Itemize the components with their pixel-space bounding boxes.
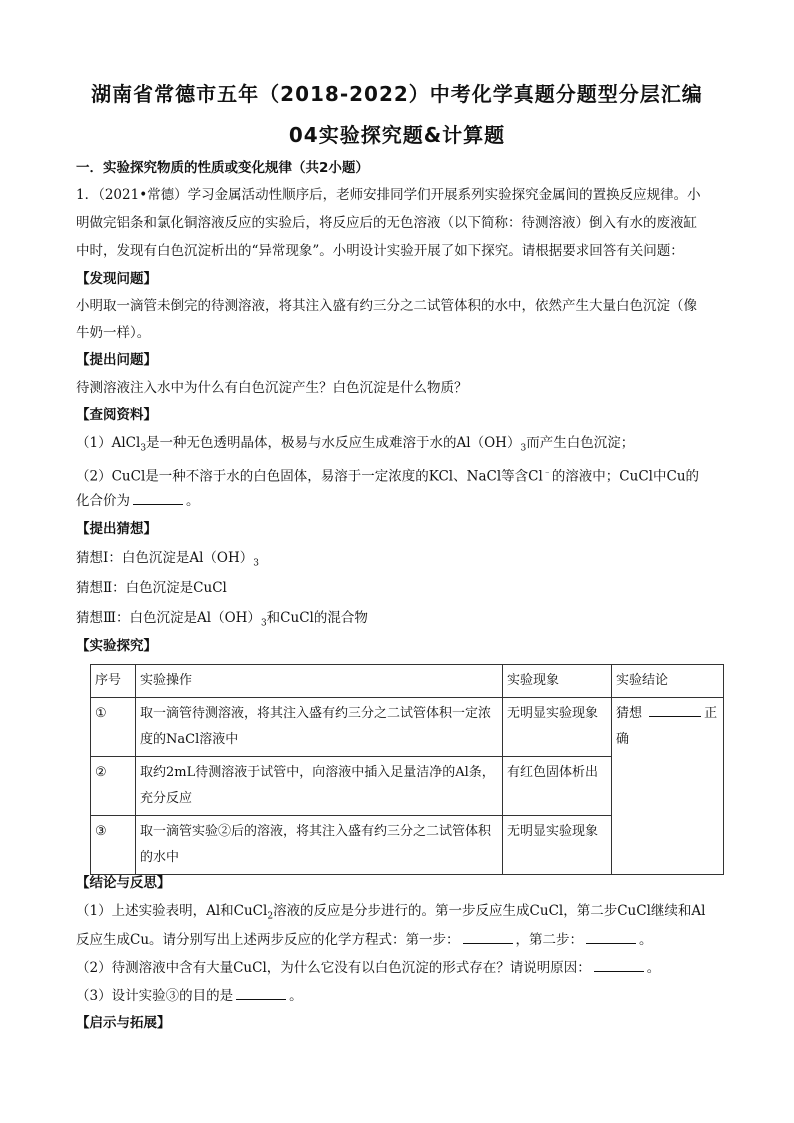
heading-guess: 【提出猜想】 xyxy=(76,521,157,537)
table-cell-op: 取一滴管待测溶液，将其注入盛有约三分之二试管体积一定浓度的NaCl溶液中 xyxy=(136,698,503,757)
discover-text: 牛奶一样）。 xyxy=(76,325,151,341)
table-header: 序号 xyxy=(91,665,136,698)
guess-3: 猜想Ⅲ：白色沉淀是$Al(OH)_3$和CuCl的混合物 xyxy=(76,610,368,629)
table-header: 实验操作 xyxy=(136,665,503,698)
table-header: 实验结论 xyxy=(612,665,724,698)
experiment-table xyxy=(90,664,724,875)
answer-blank[interactable] xyxy=(594,959,644,972)
table-cell-phen: 有红色固体析出 xyxy=(503,757,612,816)
table-cell-conclusion: 猜想 正确 xyxy=(612,698,724,875)
question-intro-line: 明做完铝条和氯化铜溶液反应的实验后，将反应后的无色溶液（以下简称：待测溶液）倒入有水的废液缸 xyxy=(76,215,697,231)
reflect-item-3: （3）设计实验③的目的是 。 xyxy=(76,988,303,1004)
page-title: 湖南省常德市五年（2018-2022）中考化学真题分题型分层汇编 xyxy=(91,82,703,106)
table-header: 实验现象 xyxy=(503,665,612,698)
consult-item-2-cont: 化合价为 。 xyxy=(76,493,200,509)
question-intro-line: 中时，发现有白色沉淀析出的“异常现象”。小明设计实验开展了如下探究。请根据要求回答有关问题： xyxy=(76,243,684,259)
answer-blank[interactable] xyxy=(463,931,513,944)
heading-reflect: 【结论与反思】 xyxy=(76,875,171,891)
section-heading: 一．实验探究物质的性质或变化规律（共2小题） xyxy=(76,160,369,176)
answer-blank[interactable] xyxy=(649,704,701,717)
heading-discover: 【发现问题】 xyxy=(76,271,157,287)
table-cell-no: ① xyxy=(91,698,136,757)
question-intro-line: 1．（2021•常德）学习金属活动性顺序后，老师安排同学们开展系列实验探究金属间的置换反应规律。小 xyxy=(76,187,701,203)
discover-text: 小明取一滴管未倒完的待测溶液，将其注入盛有约三分之二试管体积的水中，依然产生大量白色沉淀（像 xyxy=(76,298,697,314)
table-header-row xyxy=(91,665,724,698)
consult-item-1: （1）AlCl$_3$是一种无色透明晶体，极易与水反应生成难溶于水的$Al(OH)_3$而产生白色沉淀； xyxy=(76,435,635,454)
heading-explore: 【实验探究】 xyxy=(76,638,157,654)
guess-2: 猜想Ⅱ：白色沉淀是CuCl xyxy=(76,580,227,596)
answer-blank[interactable] xyxy=(133,492,183,505)
table-cell-phen: 无明显实验现象 xyxy=(503,816,612,875)
consult-item-2: （2）CuCl是一种不溶于水的白色固体，易溶于一定浓度的KCl、NaCl等含Cl﹣的溶液中；CuCl中Cu的 xyxy=(76,468,700,485)
table-cell-no: ② xyxy=(91,757,136,816)
answer-blank[interactable] xyxy=(586,931,636,944)
guess-1: 猜想Ⅰ：白色沉淀是$Al(OH)_3$ xyxy=(76,550,259,569)
heading-question: 【提出问题】 xyxy=(76,352,157,368)
reflect-item-1: （1）上述实验表明，Al和CuCl$_2$溶液的反应是分步进行的。第一步反应生成CuCl，第二步CuCl继续和Al xyxy=(76,903,706,922)
table-cell-op: 取约2mL待测溶液于试管中，向溶液中插入足量洁净的Al条，充分反应 xyxy=(136,757,503,816)
reflect-item-2: （2）待测溶液中含有大量CuCl，为什么它没有以白色沉淀的形式存在？请说明原因： 。 xyxy=(76,960,661,976)
heading-extend: 【启示与拓展】 xyxy=(76,1015,171,1031)
heading-consult: 【查阅资料】 xyxy=(76,407,157,423)
table-cell-op: 取一滴管实验②后的溶液，将其注入盛有约三分之二试管体积的水中 xyxy=(136,816,503,875)
table-cell-phen: 无明显实验现象 xyxy=(503,698,612,757)
reflect-item-1-cont: 反应生成Cu。请分别写出上述两步反应的化学方程式：第一步： ，第二步： 。 xyxy=(76,932,653,948)
table-row xyxy=(91,698,724,757)
question-text: 待测溶液注入水中为什么有白色沉淀产生？白色沉淀是什么物质？ xyxy=(76,380,468,396)
table-cell-no: ③ xyxy=(91,816,136,875)
answer-blank[interactable] xyxy=(236,987,286,1000)
page-subtitle: 04实验探究题&计算题 xyxy=(288,123,506,147)
